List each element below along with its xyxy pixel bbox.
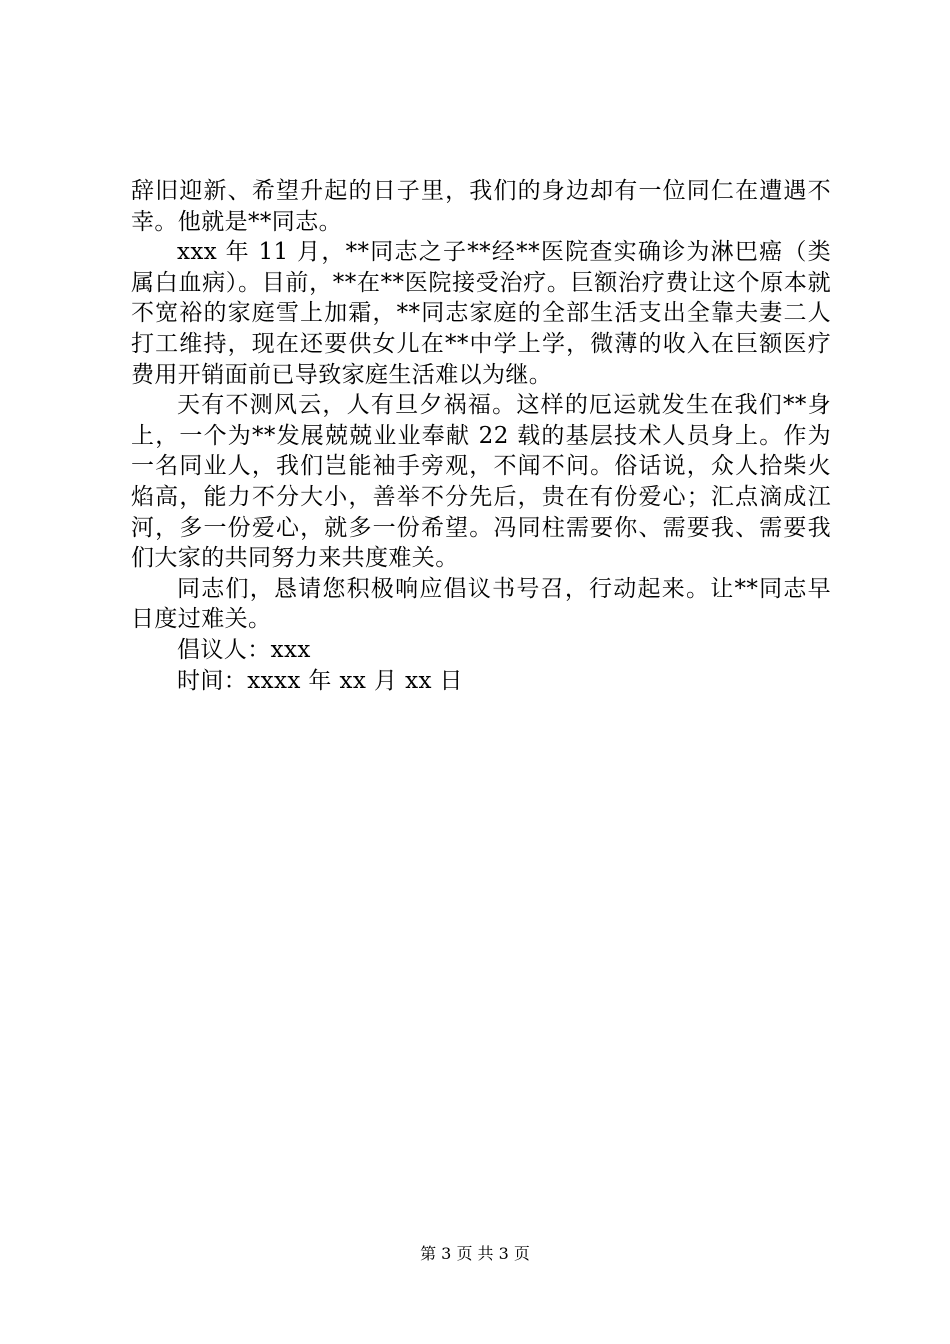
paragraph-diagnosis: xxx 年 11 月，**同志之子**经**医院查实确诊为淋巴癌（类属白血病）。目前，**在**医院接受治疗。巨额治疗费让这个原本就不宽裕的家庭雪上加霜，**同志家庭的全部生活支出全靠夫妻二人打工维持，现在还要供女儿在**中学上学，微薄的收入在巨额医疗费用开销面前已导致家庭生活难以为继。 bbox=[131, 239, 831, 388]
document-body bbox=[131, 176, 831, 696]
paragraph-continuation: 辞旧迎新、希望升起的日子里，我们的身边却有一位同仁在遭遇不幸。他就是**同志。 bbox=[131, 178, 831, 235]
paragraph-call-to-action: 同志们，恳请您积极响应倡议书号召，行动起来。让**同志早日度过难关。 bbox=[131, 575, 831, 633]
proposer-line: 倡议人：xxx bbox=[177, 636, 311, 663]
paragraph-appeal: 天有不测风云，人有旦夕祸福。这样的厄运就发生在我们**身上，一个为**发展兢兢业业奉献 22 载的基层技术人员身上。作为一名同业人，我们岂能袖手旁观，不闻不问。俗话说，众人拾柴火焰高，能力不分大小，善举不分先后，贵在有份爱心；汇点滴成江河，多一份爱心，就多一份希望。冯同柱需要你、需要我、需要我们大家的共同努力来共度难关。 bbox=[131, 392, 831, 572]
page-footer: 第 3 页 共 3 页 bbox=[420, 1244, 530, 1263]
date-line: 时间：xxxx 年 xx 月 xx 日 bbox=[177, 667, 463, 694]
